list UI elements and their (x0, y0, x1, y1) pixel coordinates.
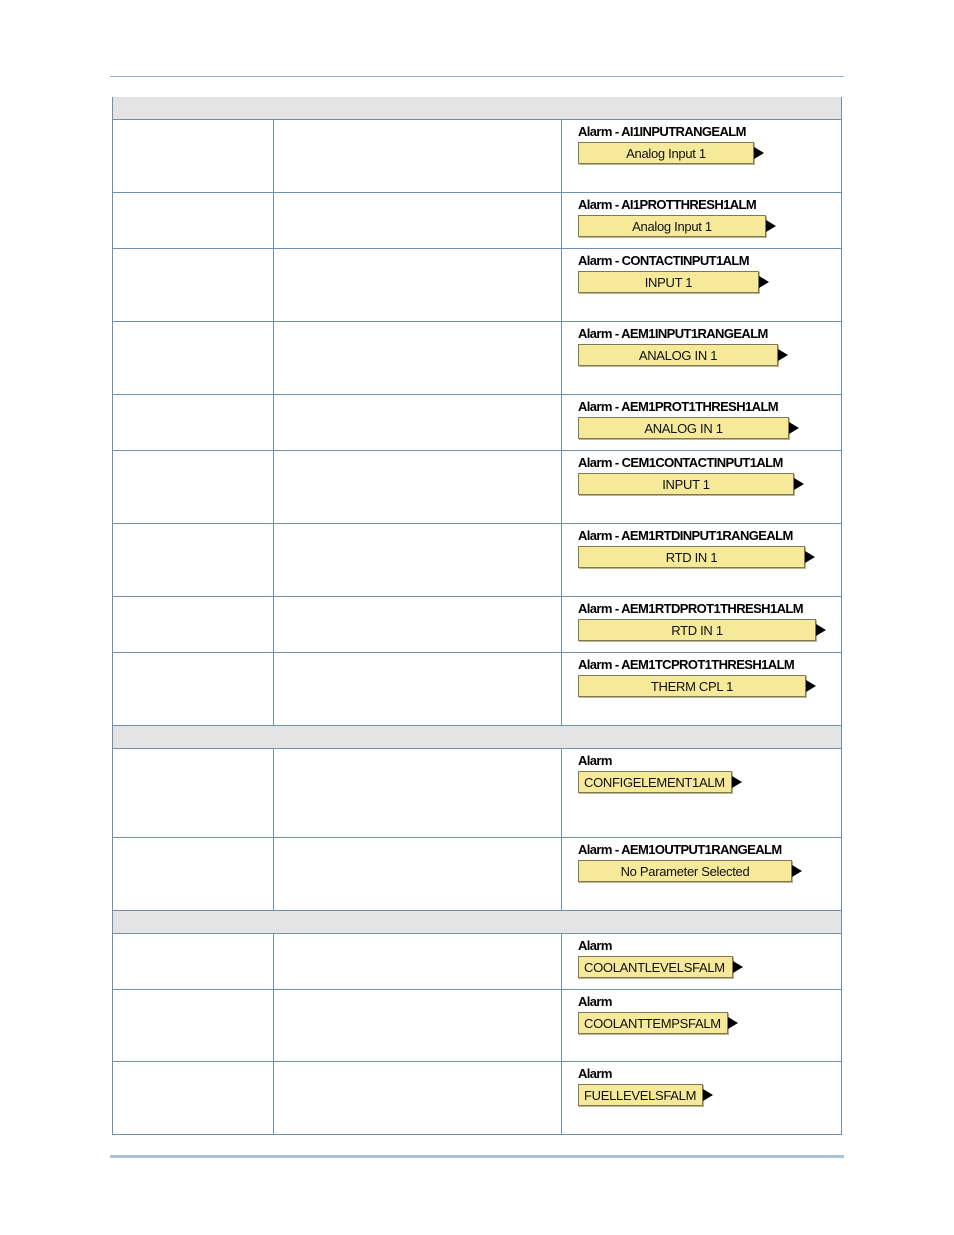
section-header (113, 97, 841, 120)
logic-block (578, 546, 841, 568)
table-row (113, 1062, 841, 1134)
table-row (113, 193, 841, 249)
output-arrow-icon (805, 551, 815, 563)
name-cell (113, 120, 274, 192)
section-header (113, 726, 841, 749)
description-cell (274, 934, 562, 989)
logic-block (578, 675, 841, 697)
name-cell (113, 653, 274, 725)
description-cell (274, 451, 562, 523)
table-row (113, 749, 841, 838)
description-cell (274, 120, 562, 192)
alarm-label: Alarm - AI1INPUTRANGEALM (578, 124, 746, 139)
description-cell (274, 249, 562, 321)
logic-block-box: INPUT 1 (578, 473, 794, 495)
description-cell (274, 524, 562, 596)
output-arrow-icon (778, 349, 788, 361)
description-cell (274, 395, 562, 450)
description-cell (274, 597, 562, 652)
header-rule (110, 76, 844, 77)
name-cell (113, 322, 274, 394)
logic-block (578, 417, 841, 439)
description-cell (274, 990, 562, 1061)
name-cell (113, 524, 274, 596)
logic-cell (562, 934, 841, 989)
alarm-logic-table (112, 97, 842, 1135)
logic-cell (562, 193, 841, 248)
output-arrow-icon (794, 478, 804, 490)
logic-block-box: THERM CPL 1 (578, 675, 806, 697)
section-header (113, 911, 841, 934)
name-cell (113, 1062, 274, 1134)
logic-cell (562, 322, 841, 394)
table-row (113, 120, 841, 193)
logic-block-box: ANALOG IN 1 (578, 344, 778, 366)
name-cell (113, 597, 274, 652)
name-cell (113, 749, 274, 837)
logic-cell (562, 524, 841, 596)
logic-block (578, 473, 841, 495)
logic-block (578, 771, 841, 793)
alarm-label: Alarm - AEM1INPUT1RANGEALM (578, 326, 768, 341)
logic-cell (562, 120, 841, 192)
logic-cell (562, 838, 841, 910)
name-cell (113, 451, 274, 523)
logic-block (578, 1084, 841, 1106)
logic-block (578, 956, 841, 978)
output-arrow-icon (792, 865, 802, 877)
description-cell (274, 1062, 562, 1134)
output-arrow-icon (733, 961, 743, 973)
output-arrow-icon (816, 624, 826, 636)
logic-block-box: No Parameter Selected (578, 860, 792, 882)
output-arrow-icon (728, 1017, 738, 1029)
output-arrow-icon (703, 1089, 713, 1101)
description-cell (274, 193, 562, 248)
alarm-label: Alarm - AEM1RTDINPUT1RANGEALM (578, 528, 793, 543)
table-row (113, 653, 841, 726)
table-row (113, 990, 841, 1062)
alarm-label: Alarm - AEM1RTDPROT1THRESH1ALM (578, 601, 803, 616)
logic-block-box: INPUT 1 (578, 271, 759, 293)
logic-block (578, 271, 841, 293)
table-row (113, 322, 841, 395)
table-row (113, 395, 841, 451)
table-row (113, 451, 841, 524)
logic-block-box: Analog Input 1 (578, 142, 754, 164)
output-arrow-icon (766, 220, 776, 232)
logic-cell (562, 653, 841, 725)
output-arrow-icon (806, 680, 816, 692)
description-cell (274, 653, 562, 725)
table-row (113, 934, 841, 990)
alarm-label: Alarm (578, 1066, 612, 1081)
logic-block (578, 619, 841, 641)
name-cell (113, 249, 274, 321)
name-cell (113, 990, 274, 1061)
logic-block-box: Analog Input 1 (578, 215, 766, 237)
logic-cell (562, 749, 841, 837)
footer-rule (110, 1155, 844, 1158)
logic-block-box: CONFIGELEMENT1ALM (578, 771, 732, 793)
name-cell (113, 838, 274, 910)
logic-block (578, 344, 841, 366)
table-row (113, 524, 841, 597)
logic-block-box: COOLANTLEVELSFALM (578, 956, 733, 978)
logic-block (578, 215, 841, 237)
logic-block-box: ANALOG IN 1 (578, 417, 789, 439)
alarm-label: Alarm - AEM1TCPROT1THRESH1ALM (578, 657, 795, 672)
alarm-label: Alarm - CONTACTINPUT1ALM (578, 253, 749, 268)
logic-block-box: RTD IN 1 (578, 546, 805, 568)
description-cell (274, 749, 562, 837)
table-row (113, 597, 841, 653)
alarm-label: Alarm - AEM1OUTPUT1RANGEALM (578, 842, 782, 857)
output-arrow-icon (754, 147, 764, 159)
name-cell (113, 934, 274, 989)
description-cell (274, 322, 562, 394)
alarm-label: Alarm (578, 994, 612, 1009)
alarm-label: Alarm - CEM1CONTACTINPUT1ALM (578, 455, 783, 470)
logic-cell (562, 249, 841, 321)
description-cell (274, 838, 562, 910)
name-cell (113, 395, 274, 450)
logic-block (578, 860, 841, 882)
logic-block (578, 1012, 841, 1034)
logic-block-box: RTD IN 1 (578, 619, 816, 641)
table-row (113, 838, 841, 911)
alarm-label: Alarm (578, 938, 612, 953)
alarm-label: Alarm (578, 753, 612, 768)
alarm-label: Alarm - AI1PROTTHRESH1ALM (578, 197, 757, 212)
output-arrow-icon (732, 776, 742, 788)
logic-cell (562, 990, 841, 1061)
logic-cell (562, 395, 841, 450)
name-cell (113, 193, 274, 248)
table-row (113, 249, 841, 322)
alarm-label: Alarm - AEM1PROT1THRESH1ALM (578, 399, 779, 414)
output-arrow-icon (789, 422, 799, 434)
logic-block (578, 142, 841, 164)
logic-block-box: COOLANTTEMPSFALM (578, 1012, 728, 1034)
logic-cell (562, 1062, 841, 1134)
logic-block-box: FUELLEVELSFALM (578, 1084, 703, 1106)
logic-cell (562, 451, 841, 523)
logic-cell (562, 597, 841, 652)
output-arrow-icon (759, 276, 769, 288)
